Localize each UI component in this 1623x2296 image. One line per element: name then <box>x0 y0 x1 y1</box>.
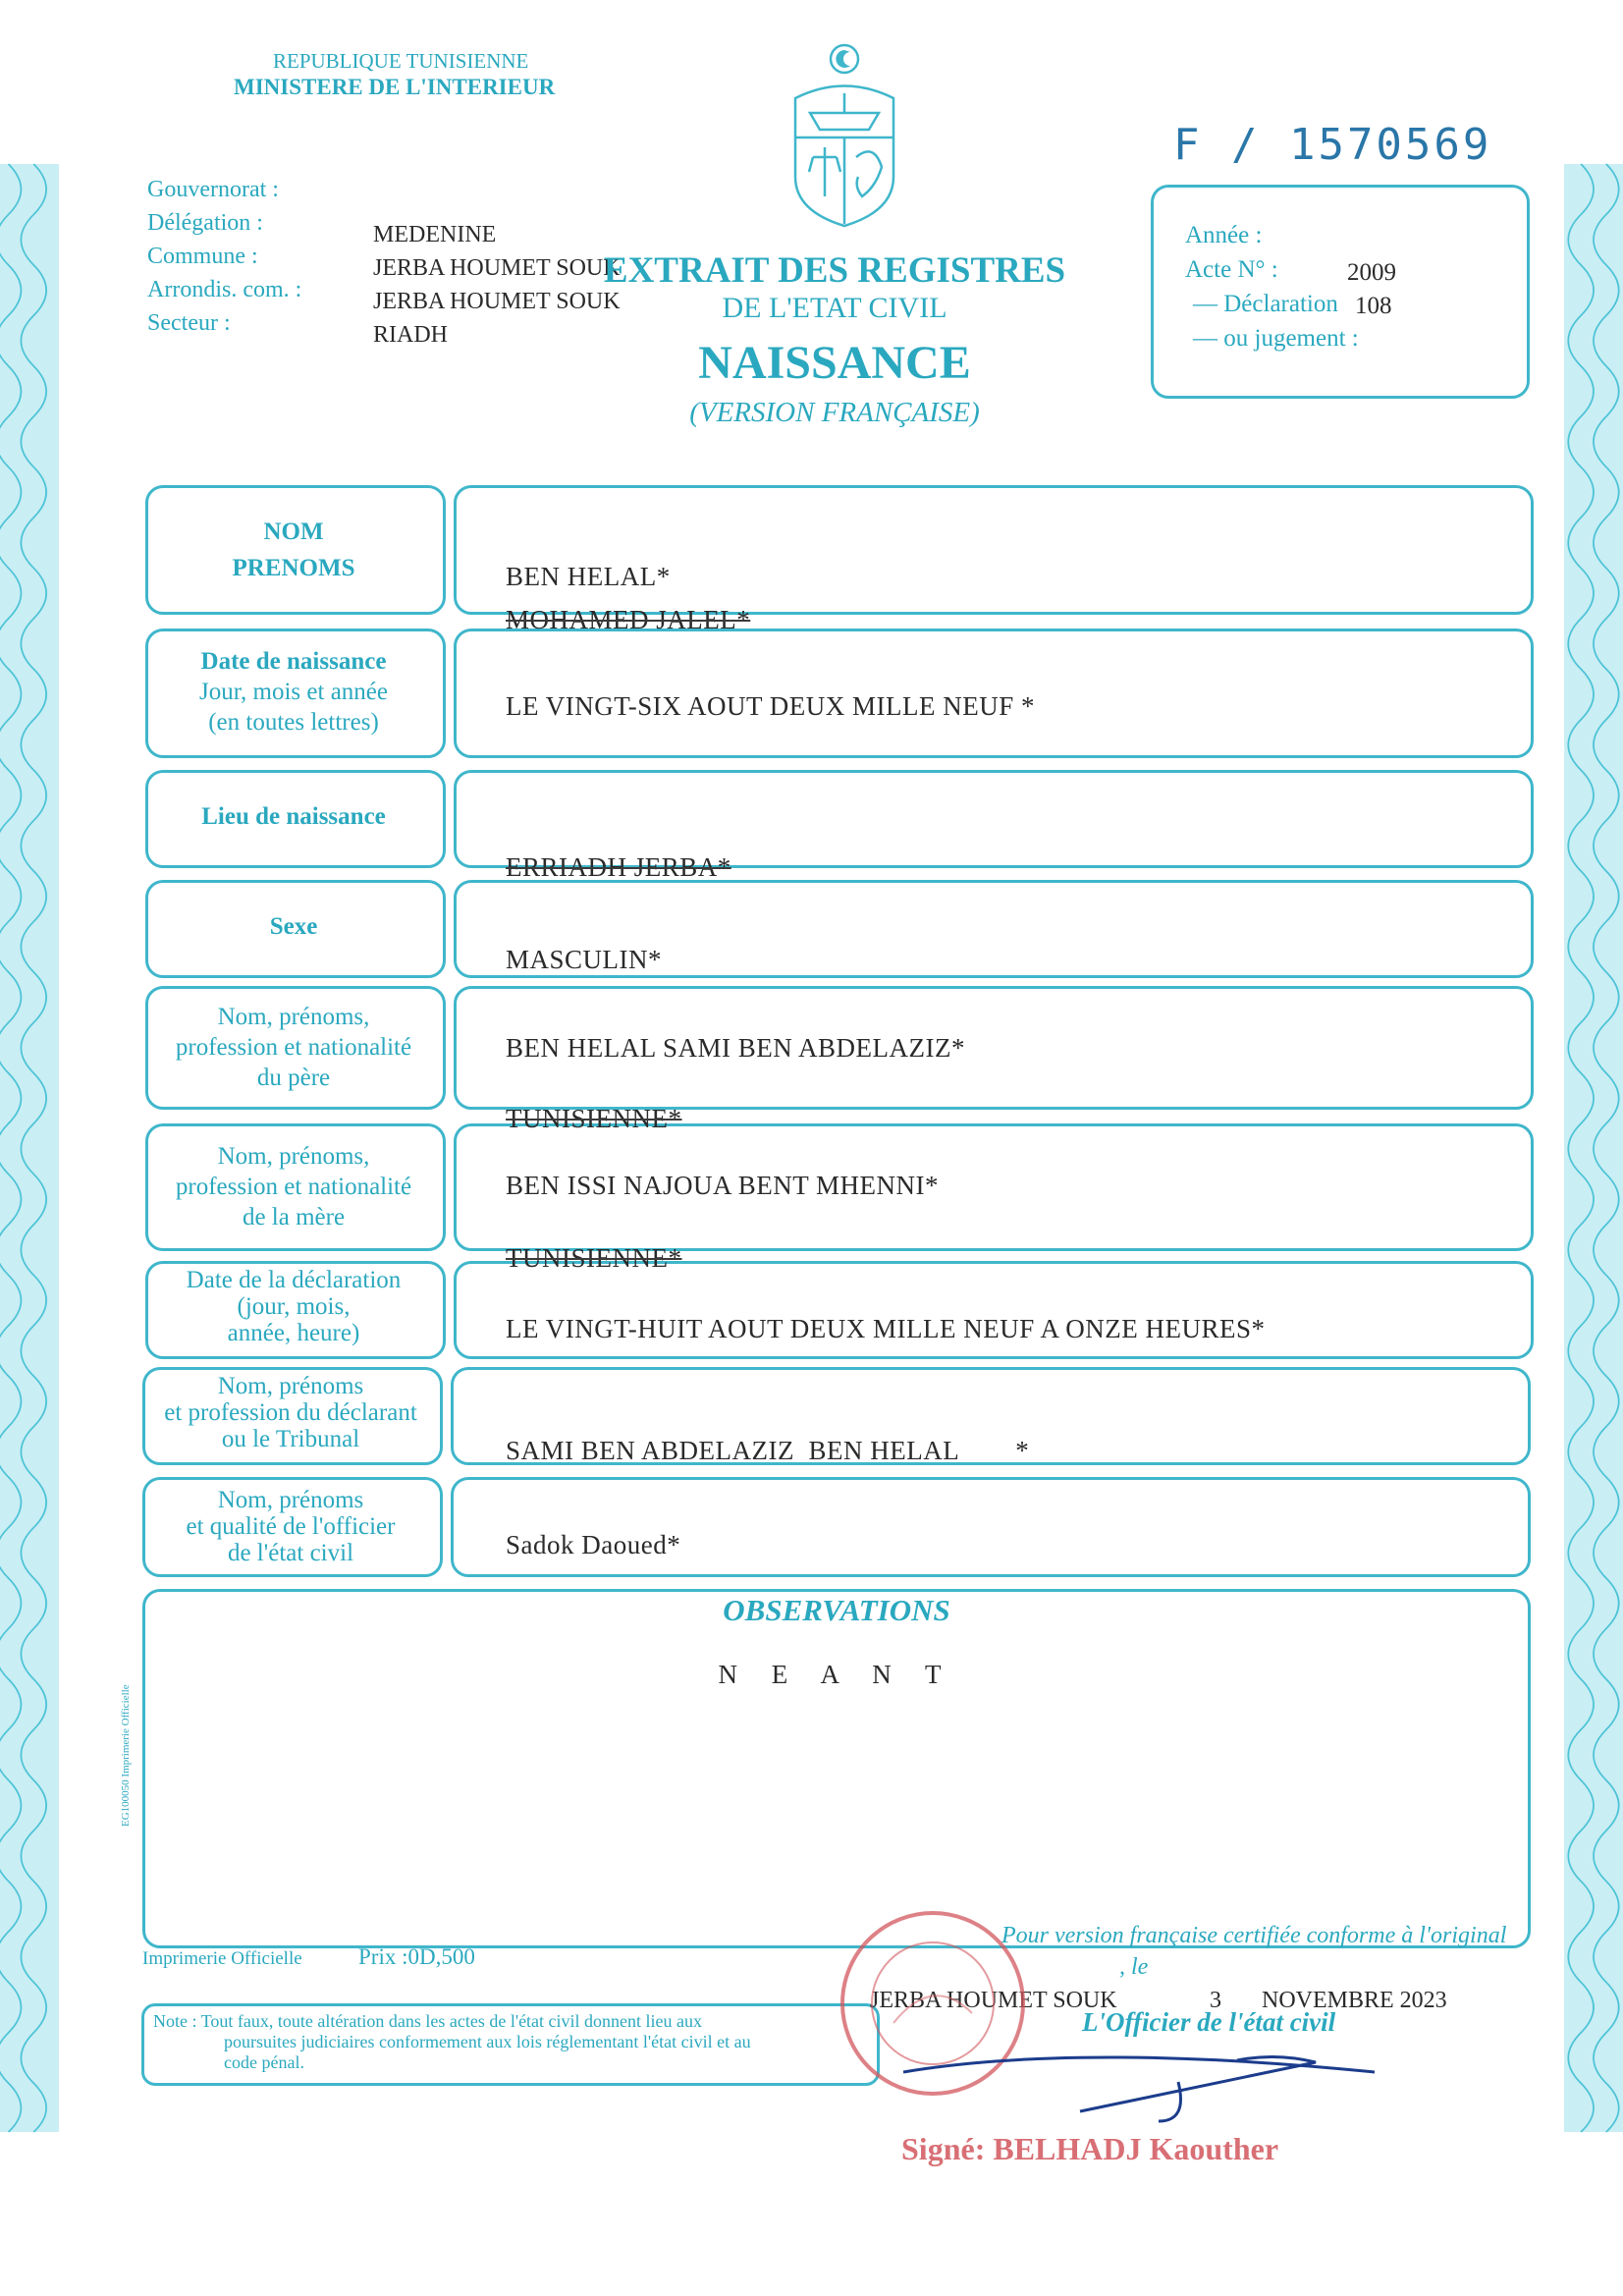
document-title <box>569 250 1100 427</box>
label-mere-3: de la mère <box>242 1204 346 1230</box>
label-secteur: Secteur : <box>147 310 231 336</box>
row-label-mere <box>145 1141 442 1232</box>
row-label-lieu <box>145 801 442 832</box>
ministry-label: MINISTERE DE L'INTERIEUR <box>234 75 556 99</box>
label-declaration-1: Date de la déclaration <box>186 1267 402 1293</box>
certification-place: JERBA HOUMET SOUK <box>870 1988 1117 2013</box>
note-text <box>153 2011 751 2073</box>
value-officier: Sadok Daoued* <box>506 1530 681 1559</box>
value-mere-nom: BEN ISSI NAJOUA BENT MHENNI* <box>506 1171 940 1200</box>
title-line2: DE L'ETAT CIVIL <box>722 292 947 324</box>
imprimerie-label: Imprimerie Officielle <box>142 1948 302 1969</box>
value-pere-nom: BEN HELAL SAMI BEN ABDELAZIZ* <box>506 1033 965 1063</box>
label-officier-2: et qualité de l'officier <box>186 1513 396 1540</box>
row-label-sexe <box>145 911 442 942</box>
label-declaration-2: (jour, mois, <box>237 1293 351 1320</box>
certification-le: , le <box>1119 1954 1149 1980</box>
value-date-naissance: LE VINGT-SIX AOUT DEUX MILLE NEUF * <box>506 691 1035 721</box>
title-main: NAISSANCE <box>698 337 971 389</box>
label-declarant-1: Nom, prénoms <box>217 1373 364 1399</box>
serial-number: F / 1570569 <box>1173 120 1492 170</box>
row-label-nom <box>145 517 442 583</box>
label-gouvernorat: Gouvernorat : <box>147 177 279 202</box>
left-guilloche-border <box>0 0 59 2296</box>
row-label-date-naissance <box>145 646 442 738</box>
label-mere-2: profession et nationalité <box>175 1174 412 1200</box>
certification-text: Pour version française certifiée conforme à l'original <box>1001 1923 1507 1948</box>
label-date-naissance-sub2: (en toutes lettres) <box>208 709 379 736</box>
acte-labels <box>1185 218 1359 355</box>
label-declarant-2: et profession du déclarant <box>164 1399 417 1426</box>
row-label-declarant <box>142 1373 439 1452</box>
value-arrondissement: JERBA HOUMET SOUK <box>373 289 621 314</box>
label-delegation: Délégation : <box>147 210 263 236</box>
acte-value: 108 <box>1355 293 1392 319</box>
label-prenoms: PRENOMS <box>232 555 355 581</box>
value-commune: JERBA HOUMET SOUK <box>373 255 621 281</box>
value-mere-nationalite: TUNISIENNE* <box>506 1243 682 1273</box>
republic-label: REPUBLIQUE TUNISIENNE <box>273 49 529 73</box>
side-code: EG100050 Imprimerie Officielle <box>120 1684 132 1827</box>
signature-mark <box>864 2033 1414 2141</box>
note-label: Note : <box>153 2011 197 2031</box>
value-declaration: LE VINGT-HUIT AOUT DEUX MILLE NEUF A ONZE HEURES* <box>506 1314 1266 1343</box>
annee-label: Année : <box>1185 222 1263 248</box>
row-box-value-0 <box>454 485 1534 615</box>
label-date-naissance: Date de naissance <box>200 648 387 675</box>
label-declaration-3: année, heure) <box>227 1320 360 1346</box>
value-prenoms: MOHAMED JALEL* <box>506 605 751 634</box>
observations-box <box>142 1589 1531 1948</box>
label-arrondissement: Arrondis. com. : <box>147 277 302 302</box>
label-officier-1: Nom, prénoms <box>217 1487 364 1513</box>
label-mere-1: Nom, prénoms, <box>217 1143 370 1170</box>
value-pere-nationalite: TUNISIENNE* <box>506 1104 682 1133</box>
value-secteur: RIADH <box>373 322 448 348</box>
signed-by: Signé: BELHADJ Kaouther <box>901 2131 1279 2166</box>
label-pere-2: profession et nationalité <box>175 1034 412 1061</box>
certification-date: NOVEMBRE 2023 <box>1262 1988 1447 2013</box>
admin-labels <box>147 173 301 340</box>
value-delegation: MEDENINE <box>373 222 497 247</box>
label-date-naissance-sub1: Jour, mois et année <box>198 679 388 705</box>
value-sexe: MASCULIN* <box>506 945 663 974</box>
value-nom: BEN HELAL* <box>506 562 671 591</box>
observations-title: OBSERVATIONS <box>723 1593 950 1627</box>
jugement-label: — ou jugement : <box>1193 325 1359 352</box>
note-line2: poursuites judiciaires conformement aux lois réglementant l'état civil et au <box>224 2032 751 2051</box>
annee-value: 2009 <box>1347 259 1396 286</box>
row-box-value-8 <box>451 1477 1531 1577</box>
label-pere-1: Nom, prénoms, <box>217 1004 370 1030</box>
coat-of-arms-icon <box>785 39 903 231</box>
title-line1: EXTRAIT DES REGISTRES <box>603 250 1066 291</box>
note-line3: code pénal. <box>224 2052 304 2072</box>
certification-day: 3 <box>1210 1988 1221 2013</box>
officer-title: L'Officier de l'état civil <box>1082 2007 1336 2037</box>
observations-value: N E A N T <box>718 1660 955 1689</box>
declaration-label: — Déclaration <box>1193 291 1338 317</box>
row-label-pere <box>145 1002 442 1093</box>
label-pere-3: du père <box>256 1065 331 1091</box>
row-label-declaration <box>145 1267 442 1346</box>
value-declarant: SAMI BEN ABDELAZIZ BEN HELAL * <box>506 1436 1030 1465</box>
label-officier-3: de l'état civil <box>227 1540 354 1566</box>
label-nom: NOM <box>263 519 324 545</box>
label-declarant-3: ou le Tribunal <box>221 1426 360 1452</box>
note-line1: Tout faux, toute altération dans les actes de l'état civil donnent lieu aux <box>200 2011 703 2031</box>
acte-label: Acte N° : <box>1185 256 1278 283</box>
right-guilloche-border <box>1564 0 1623 2296</box>
row-box-value-6 <box>454 1261 1534 1359</box>
title-version: (VERSION FRANÇAISE) <box>689 397 980 428</box>
label-sexe: Sexe <box>269 913 318 940</box>
row-label-officier <box>142 1487 439 1566</box>
label-lieu-naissance: Lieu de naissance <box>201 803 386 830</box>
value-lieu-naissance: ERRIADH JERBA* <box>506 852 731 882</box>
prix-label: Prix :0D,500 <box>358 1944 475 1969</box>
label-commune: Commune : <box>147 244 258 269</box>
